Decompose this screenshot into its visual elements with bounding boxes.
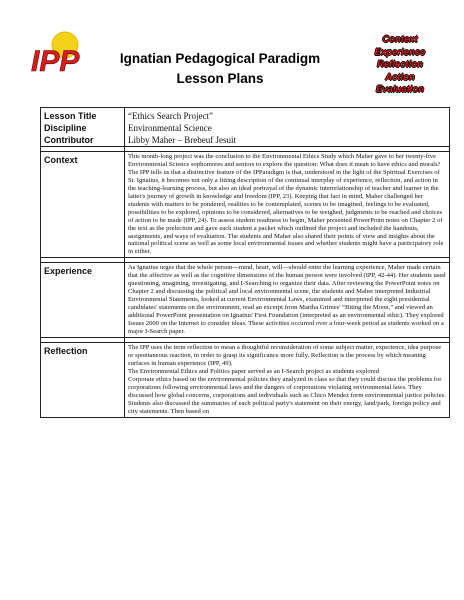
lesson-title-label: Lesson Title	[44, 111, 97, 121]
info-values	[125, 108, 450, 147]
experience-label: Experience	[41, 263, 125, 338]
stage-evaluation: Evaluation	[375, 84, 425, 95]
logo-text: IPP	[31, 45, 80, 78]
reflection-text	[125, 342, 450, 417]
reflection-paragraph: The Environmental Ethics and Politics paper served as an I-Search project as students explored	[128, 367, 380, 375]
stage-experience: Experience	[374, 46, 426, 58]
reflection-label: Reflection	[41, 342, 125, 417]
ipp-logo-graphic	[27, 27, 84, 87]
reflection-paragraph: The IPP uses the term reflection to mean a thoughtful reconsideration of some subject matter, experience, idea purpose or spontaneous reaction, in order to grasp its significance more fully. Reflection is the process by which meaning surfaces in human experience (IPP, 49).	[128, 343, 442, 367]
info-row	[41, 108, 450, 147]
page-title	[100, 49, 340, 89]
context-row	[41, 152, 450, 258]
lesson-title-value: “Ethics Search Project”	[128, 111, 213, 121]
info-labels	[41, 108, 125, 147]
contributor-label: Contributor	[44, 135, 94, 145]
title-line-2: Lesson Plans	[176, 71, 264, 86]
context-text: This month-long project was the conclusion to the Environmental Ethics Study which Maher gave to her twenty-five Environmental Science sophomores and seniors to explore the question: What does it mean to have ethics and morals? The IPP tells us that a distinctive feature of the IPParadigm is that, understood in the light of the Spiritual Exercises of St. Ignatius, it becomes not only a fitting description of the continual interplay of experience, reflection, and action in the teaching-learning process, but also an ideal portrayal of the dynamic interrelationship of teacher and learner in the latter's journey of growth in knowledge and freedom (IPP, 23). Keeping that fact in mind, Maher challenged her students with matters to be pondered, realities to be contemplated, scenes to be imagined, feelings to be evaluated, possibilities to be explored, opinions to be considered, alternatives to be weighed, judgments to be reached and choices of action to be made (IPP, 24). To assess student readiness to begin, Maher presented PowerPoint notes on Chapter 2 of the text as the prelection and gave each student a packet which outlined the project and included the handouts, assignments, and ways of evaluation. The students and Maher also shared their points of view and insights about the national political scene as well as some local environmental issues and whether students might have a participatory role in either.	[125, 152, 450, 258]
contributor-value: Libby Maher – Brebeuf Jesuit	[128, 135, 236, 145]
discipline-label: Discipline	[44, 123, 87, 133]
context-label: Context	[41, 152, 125, 258]
ipp-stages-graphic	[350, 34, 450, 97]
stage-reflection: Reflection	[377, 59, 423, 70]
stage-action: Action	[385, 71, 415, 83]
experience-row	[41, 263, 450, 338]
stage-context: Context	[382, 34, 418, 45]
reflection-row	[41, 342, 450, 417]
lesson-plan-table	[40, 107, 450, 418]
discipline-value: Environmental Science	[128, 123, 212, 133]
experience-text: As Ignatius urges that the whole person—mind, heart, will—should enter the learning experience, Maher made certain that the affective as well as the cognitive dimensions of the human person were involved (IPP, 42-44). Her students used questioning, imagining, investigating, and I-Searching to organize their data. After reviewing the PowerPoint notes on Chapter 2 and discussing the political and local environmental scene, the students and Maher interpreted Industrial Environmental Statements, looked at current Environmental Laws, examined and interpreted the eight presidential candidates' statements on the environment, read an excerpt from Martha Grimes' “Biting the Moon,” and viewed an additional PowerPoint presentation on Ignatius' First Foundation (interpreted as an environmental ethic). They explored Issues 2000 on the Internet to consider ideas. These activities occurred over a four-week period as students worked on a major I-Search paper.	[125, 263, 450, 338]
ipp-logo	[27, 27, 84, 87]
title-line-1: Ignatian Pedagogical Paradigm	[119, 51, 321, 66]
reflection-paragraph: Corporate ethics based on the environmental policies they analyzed in class so that they could discuss the problems for corporations following environmental laws and the dangers of corporations violating environmental laws. They discussed how global concerns, corporations and individuals such as Chico Mendez form environmental justice policies. Students also discussed the summaries of each political party's statement on their energy, land/park, foreign policy and city statements. Then based on	[128, 375, 446, 415]
